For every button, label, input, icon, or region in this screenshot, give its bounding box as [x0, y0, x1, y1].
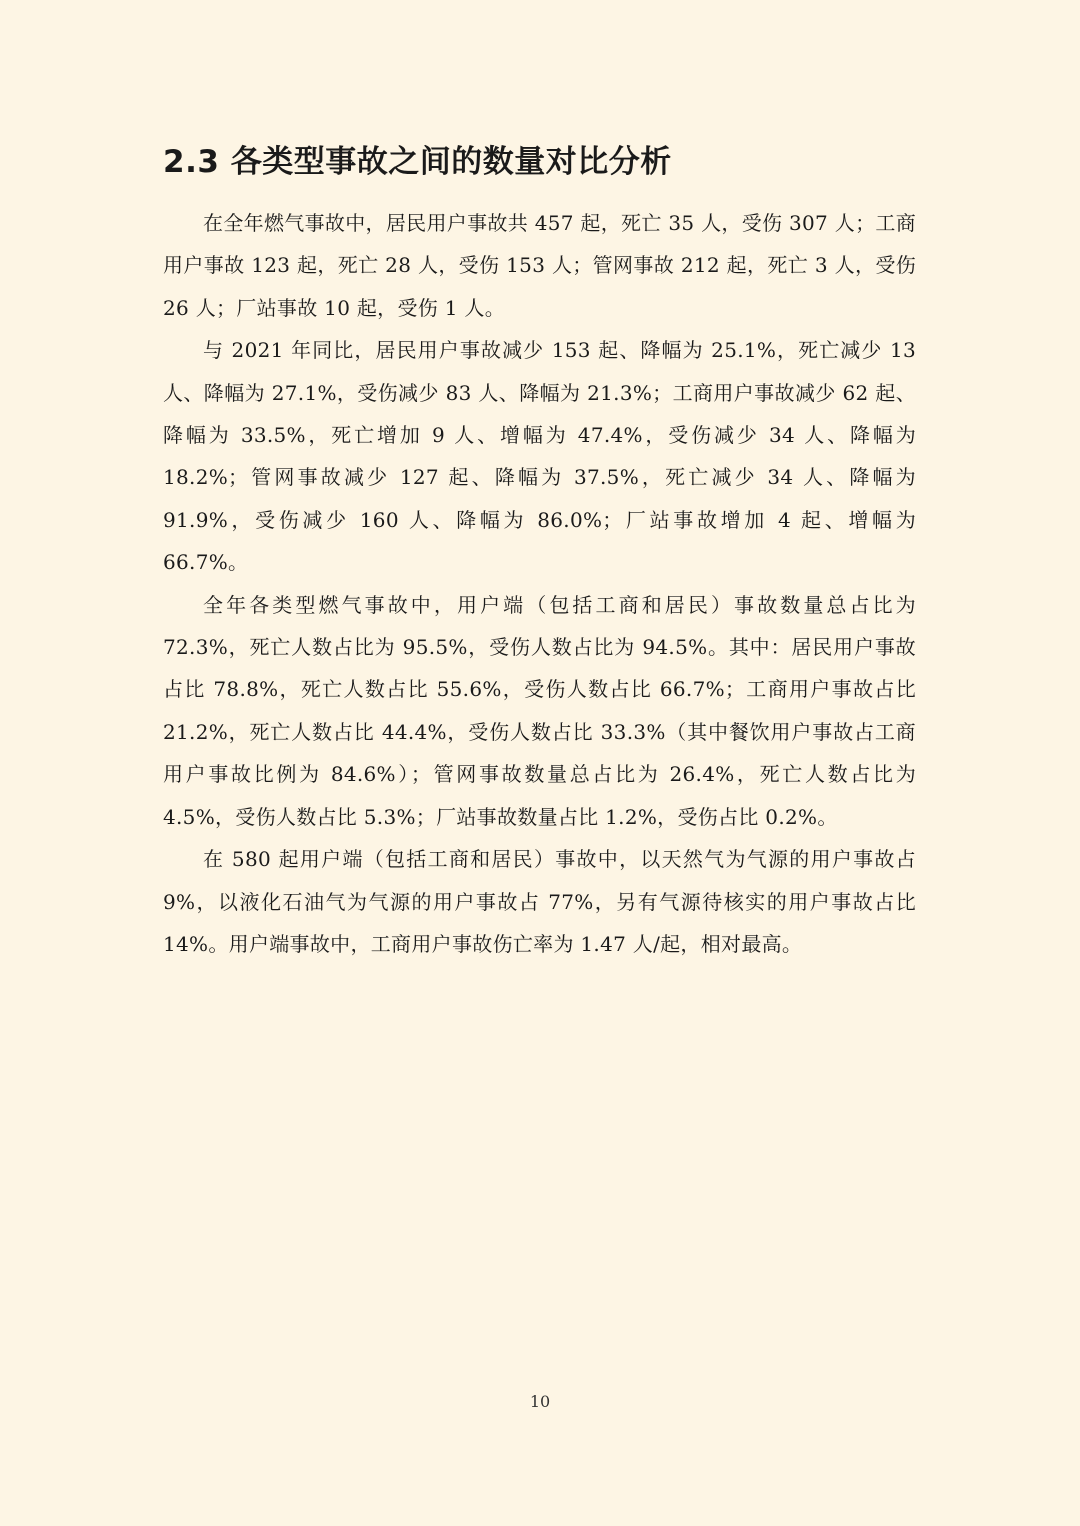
- page-number: 10: [529, 1392, 551, 1411]
- document-body: [163, 202, 916, 965]
- paragraph-2: 与 2021 年同比，居民用户事故减少 153 起、降幅为 25.1%，死亡减少 13 人、降幅为 27.1%，受伤减少 83 人、降幅为 21.3%；工商用户事故减少 62 起、降幅为 33.5%，死亡增加 9 人、增幅为 47.4%，受伤减少 34 人、降幅为 18.2%；管网事故减少 127 起、降幅为 37.5%，死亡减少 34 人、降幅为 91.9%，受伤减少 160 人、降幅为 86.0%；厂站事故增加 4 起、增幅为 66.7%。: [163, 338, 916, 575]
- paragraph-4: 在 580 起用户端（包括工商和居民）事故中，以天然气为气源的用户事故占 9%，以液化石油气为气源的用户事故占 77%，另有气源待核实的用户事故占比 14%。用户端事故中，工商用户事故伤亡率为 1.47 人/起，相对最高。: [163, 847, 916, 956]
- section-title: 2.3 各类型事故之间的数量对比分析: [163, 144, 672, 180]
- paragraph-1: 在全年燃气事故中，居民用户事故共 457 起，死亡 35 人，受伤 307 人；工商用户事故 123 起，死亡 28 人，受伤 153 人；管网事故 212 起，死亡 3 人，受伤 26 人；厂站事故 10 起，受伤 1 人。: [163, 211, 916, 320]
- paragraph-3: 全年各类型燃气事故中，用户端（包括工商和居民）事故数量总占比为 72.3%，死亡人数占比为 95.5%，受伤人数占比为 94.5%。其中：居民用户事故占比 78.8%，死亡人数占比 55.6%，受伤人数占比 66.7%；工商用户事故占比 21.2%，死亡人数占比 44.4%，受伤人数占比 33.3%（其中餐饮用户事故占工商用户事故比例为 84.6%）；管网事故数量总占比为 26.4%，死亡人数占比为 4.5%，受伤人数占比 5.3%；厂站事故数量占比 1.2%，受伤占比 0.2%。: [163, 592, 916, 829]
